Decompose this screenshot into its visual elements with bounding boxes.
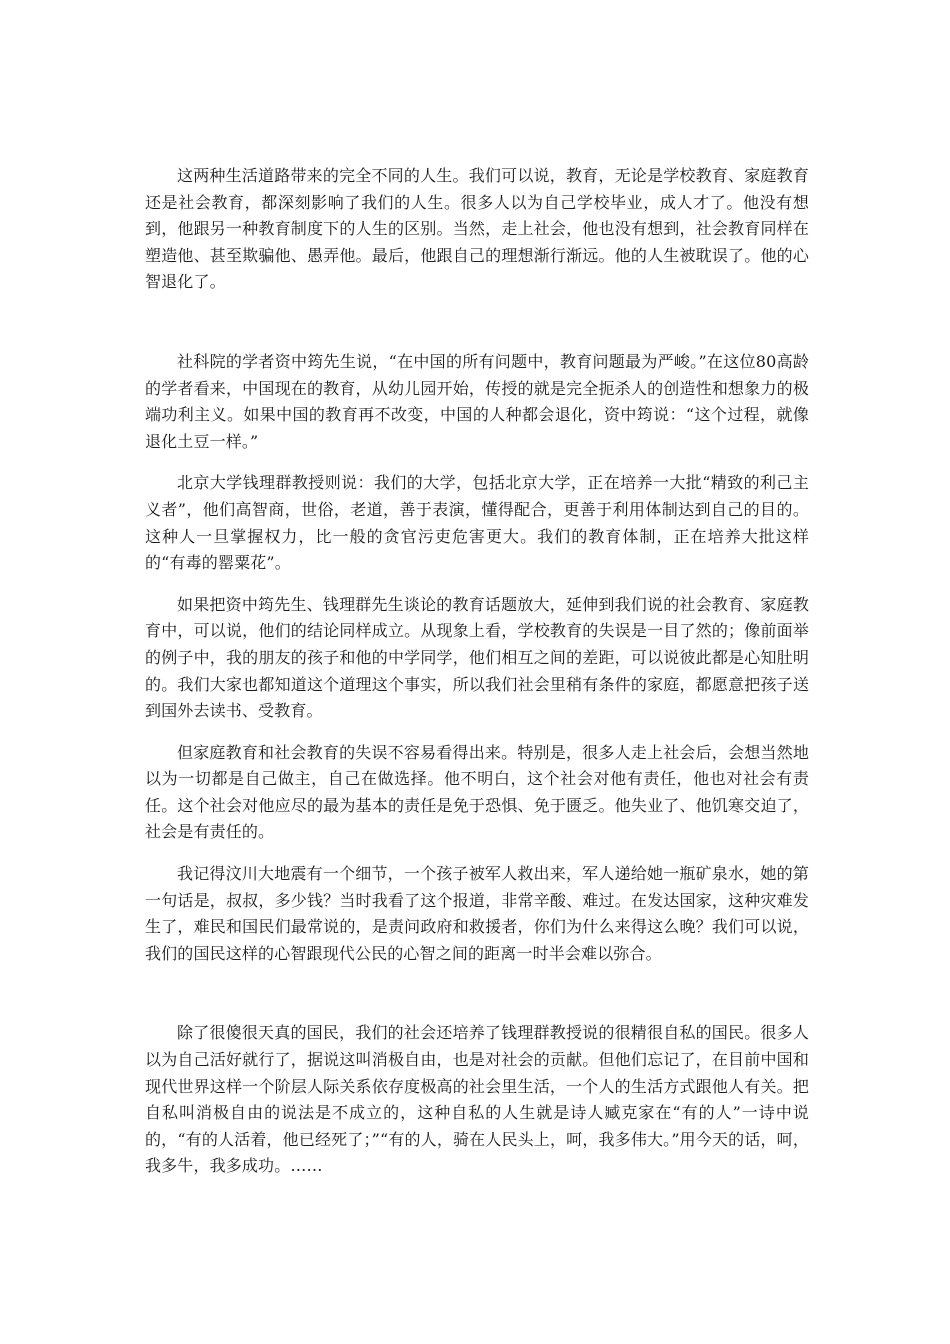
- paragraph-spacer: [145, 846, 809, 861]
- paragraph-2: 社科院的学者资中筠先生说，“在中国的所有问题中，教育问题最为严峻。”在这位80高龄的学者看来，中国现在的教育，从幼儿园开始，传授的就是完全扼杀人的创造性和想象力的极端功利主义。如果中国的教育再不改变，中国的人种都会退化，资中筠说：“这个过程，就像退化土豆一样。”: [145, 351, 809, 451]
- paragraph-spacer: [145, 725, 809, 740]
- paragraph-spacer: [145, 455, 809, 470]
- paragraph-5: 但家庭教育和社会教育的失误不容易看得出来。特别是，很多人走上社会后，会想当然地以为一切都是自己做主，自己在做选择。他不明白，这个社会对他有责任，他也对社会有责任。这个社会对他应尽的最为基本的责任是免于恐惧、免于匮乏。他失业了、他饥寒交迫了，社会是有责任的。: [145, 742, 809, 842]
- section-spacer: [145, 296, 809, 349]
- paragraph-3: 北京大学钱理群教授则说：我们的大学，包括北京大学，正在培养一大批“精致的利己主义者”，他们高智商，世俗，老道，善于表演，懂得配合，更善于利用体制达到自己的目的。这种人一旦掌握权力，比一般的贪官污吏危害更大。我们的教育体制，正在培养大批这样的“有毒的罂粟花”。: [145, 473, 809, 573]
- document-body: [145, 163, 809, 1180]
- paragraph-spacer: [145, 577, 809, 592]
- paragraph-1: 这两种生活道路带来的完全不同的人生。我们可以说，教育，无论是学校教育、家庭教育还是社会教育，都深刻影响了我们的人生。很多人以为自己学校毕业，成人才了。他没有想到，他跟另一种教育制度下的人生的区别。当然，走上社会，他也没有想到，社会教育同样在塑造他、甚至欺骗他、愚弄他。最后，他跟自己的理想渐行渐远。他的人生被耽误了。他的心智退化了。: [145, 166, 809, 292]
- paragraph-7: 除了很傻很天真的国民，我们的社会还培养了钱理群教授说的很精很自私的国民。很多人以为自己活好就行了，据说这叫消极自由，也是对社会的贡献。但他们忘记了，在目前中国和现代世界这样一个阶层人际关系依存度极高的社会里生活，一个人的生活方式跟他人有关。把自私叫消极自由的说法是不成立的，这种自私的人生就是诗人臧克家在“有的人”一诗中说的，“有的人活着，他已经死了；”“有的人，骑在人民头上，呵，我多伟大。”用今天的话，呵，我多牛，我多成功。……: [145, 1023, 809, 1176]
- paragraph-4: 如果把资中筠先生、钱理群先生谈论的教育话题放大，延伸到我们说的社会教育、家庭教育中，可以说，他们的结论同样成立。从现象上看，学校教育的失误是一目了然的；像前面举的例子中，我的朋友的孩子和他的中学同学，他们相互之间的差距，可以说彼此都是心知肚明的。我们大家也都知道这个道理这个事实，所以我们社会里稍有条件的家庭，都愿意把孩子送到国外去读书、受教育。: [145, 594, 809, 721]
- section-spacer: [145, 967, 809, 1020]
- paragraph-6: 我记得汶川大地震有一个细节，一个孩子被军人救出来，军人递给她一瓶矿泉水，她的第一句话是，叔叔，多少钱？当时我看了这个报道，非常辛酸、难过。在发达国家，这种灾难发生了，难民和国民们最常说的，是责问政府和救援者，你们为什么来得这么晚？我们可以说，我们的国民这样的心智跟现代公民的心智之间的距离一时半会难以弥合。: [145, 864, 809, 963]
